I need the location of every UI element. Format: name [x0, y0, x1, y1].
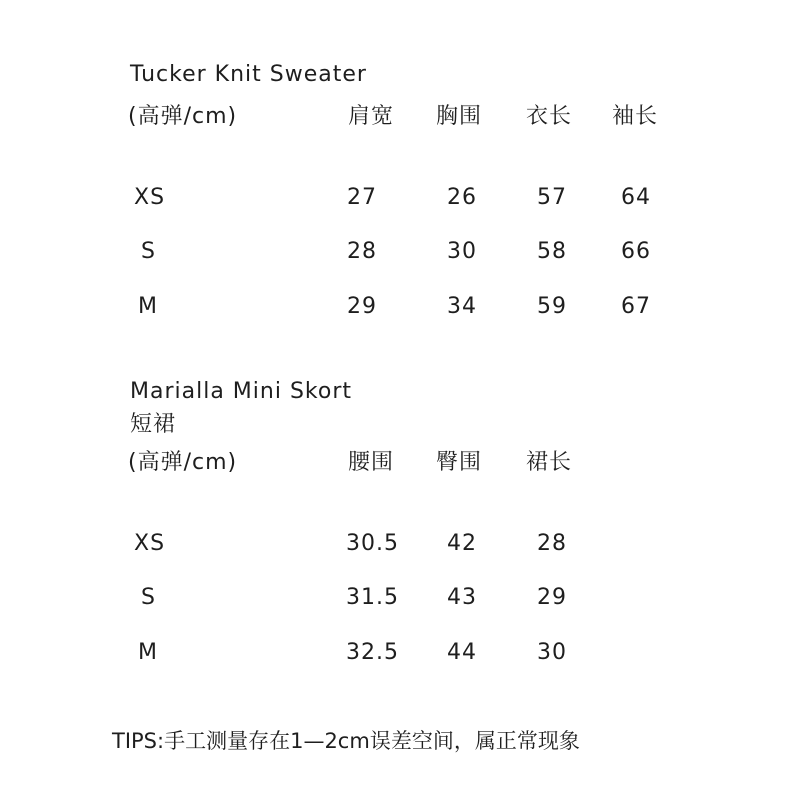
skort-header-hip: 臀围: [436, 450, 483, 475]
sweater-row-value: 59: [537, 294, 567, 319]
sweater-row-value: 66: [621, 239, 651, 264]
skort-row-value: 31.5: [346, 585, 399, 610]
skort-row-value: 29: [537, 585, 567, 610]
sweater-row-value: 27: [347, 185, 377, 210]
sweater-row-value: 28: [347, 239, 377, 264]
sweater-row-value: 34: [447, 294, 477, 319]
sweater-row-size: S: [141, 239, 156, 264]
skort-subtitle: 短裙: [130, 412, 177, 437]
skort-row-value: 30.5: [346, 531, 399, 556]
sweater-row-value: 67: [621, 294, 651, 319]
sweater-row-value: 30: [447, 239, 477, 264]
skort-row-size: M: [138, 640, 158, 665]
sweater-title: Tucker Knit Sweater: [130, 62, 367, 87]
skort-row-value: 42: [447, 531, 477, 556]
sweater-row-value: 29: [347, 294, 377, 319]
skort-unit-label: (高弹/cm): [128, 450, 238, 475]
sweater-row-size: M: [138, 294, 158, 319]
skort-row-size: XS: [134, 531, 166, 556]
sweater-row-value: 58: [537, 239, 567, 264]
skort-row-value: 43: [447, 585, 477, 610]
skort-row-value: 28: [537, 531, 567, 556]
sweater-header-length: 衣长: [526, 104, 573, 129]
tips-note: TIPS:手工测量存在1—2cm误差空间，属正常现象: [112, 729, 580, 753]
sweater-row-value: 64: [621, 185, 651, 210]
skort-header-waist: 腰围: [348, 450, 395, 475]
sweater-row-size: XS: [134, 185, 166, 210]
skort-title: Marialla Mini Skort: [130, 379, 352, 404]
sweater-row-value: 57: [537, 185, 567, 210]
skort-row-value: 30: [537, 640, 567, 665]
skort-header-length: 裙长: [526, 450, 573, 475]
sweater-unit-label: (高弹/cm): [128, 104, 238, 129]
skort-row-size: S: [141, 585, 156, 610]
skort-row-value: 44: [447, 640, 477, 665]
sweater-row-value: 26: [447, 185, 477, 210]
sweater-header-sleeve: 袖长: [612, 104, 659, 129]
sweater-header-shoulder: 肩宽: [348, 104, 395, 129]
sweater-header-chest: 胸围: [436, 104, 483, 129]
skort-row-value: 32.5: [346, 640, 399, 665]
